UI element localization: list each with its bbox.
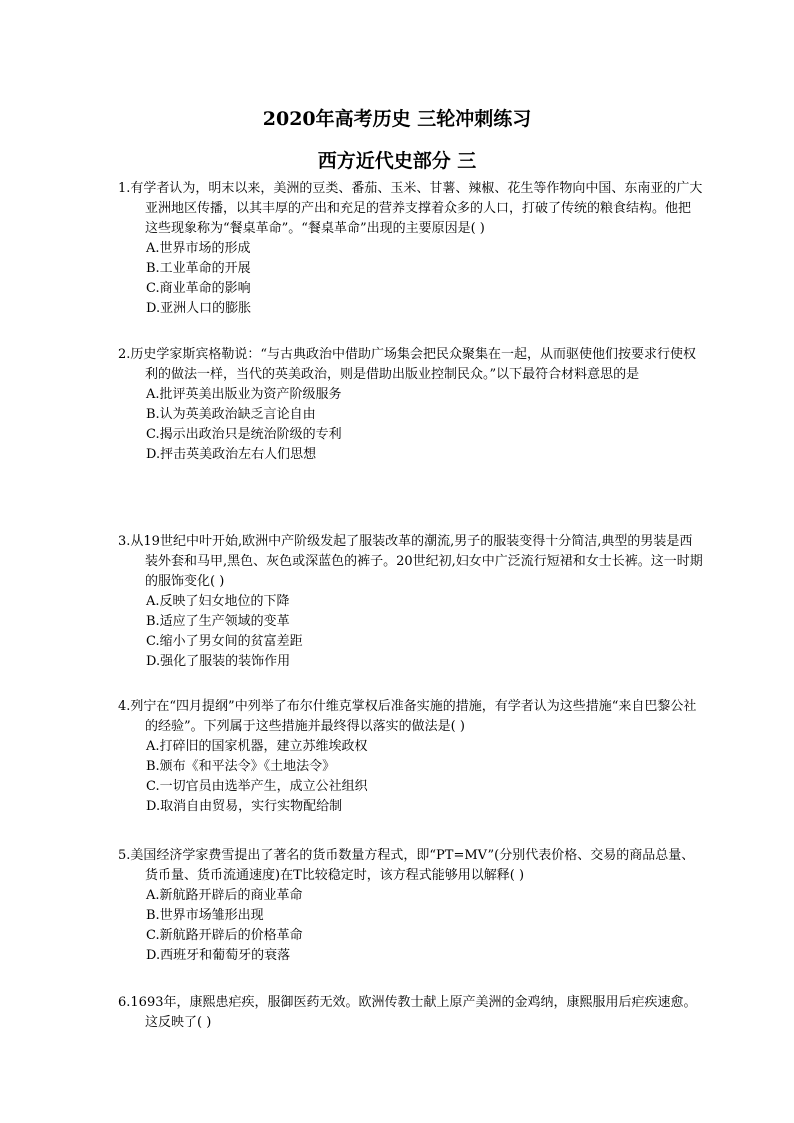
option-b: B.颁布《和平法令》《土地法令》 xyxy=(146,759,336,774)
question-5 xyxy=(118,846,703,966)
option-a: A.世界市场的形成 xyxy=(146,241,251,256)
option-d: D.抨击英美政治左右人们思想 xyxy=(146,447,317,462)
option-a: A.新航路开辟后的商业革命 xyxy=(146,888,303,903)
question-4 xyxy=(118,697,703,817)
option-b: B.适应了生产领域的变革 xyxy=(146,614,290,629)
page-title: 2020年高考历史 三轮冲刺练习 xyxy=(262,108,532,130)
question-stem: 6.1693年，康熙患疟疾，服御医药无效。欧洲传教士献上原产美洲的金鸡纳，康熙服用后疟疾速愈。这反映了( ) xyxy=(118,995,697,1030)
option-c: C.商业革命的影响 xyxy=(146,281,251,296)
option-c: C.缩小了男女间的贫富差距 xyxy=(146,634,303,649)
question-6 xyxy=(118,993,703,1033)
option-a: A.批评英美出版业为资产阶级服务 xyxy=(146,387,342,402)
question-stem: 4.列宁在“四月提纲”中列举了布尔什维克掌权后准备实施的措施，有学者认为这些措施“来自巴黎公社的经验”。下列属于这些措施并最终得以落实的做法是( ) xyxy=(118,699,697,734)
question-stem: 5.美国经济学家费雪提出了著名的货币数量方程式，即“PT=MV”(分别代表价格、交易的商品总量、货币量、货币流通速度)在T比较稳定时，该方程式能够用以解释( ) xyxy=(118,848,695,883)
option-b: B.认为英美政治缺乏言论自由 xyxy=(146,407,316,422)
question-2 xyxy=(118,345,703,465)
option-c: C.新航路开辟后的价格革命 xyxy=(146,928,303,943)
question-stem: 2.历史学家斯宾格勒说：“与古典政治中借助广场集会把民众聚集在一起，从而驱使他们按要求行使权利的做法一样，当代的英美政治，则是借助出版业控制民众。”以下最符合材料意思的是 xyxy=(118,347,697,382)
option-d: D.强化了服装的装饰作用 xyxy=(146,654,291,669)
option-d: D.亚洲人口的膨胀 xyxy=(146,301,252,316)
question-stem: 1.有学者认为，明末以来，美洲的豆类、番茄、玉米、甘薯、辣椒、花生等作物向中国、东南亚的广大亚洲地区传播，以其丰厚的产出和充足的营养支撑着众多的人口，打破了传统的粮食结构。他把这些现象称为“餐桌革命”。“餐桌革命”出现的主要原因是( ) xyxy=(118,181,703,236)
option-c: C.揭示出政治只是统治阶级的专利 xyxy=(146,427,342,442)
option-c: C.一切官员由选举产生，成立公社组织 xyxy=(146,779,368,794)
option-b: B.世界市场雏形出现 xyxy=(146,908,264,923)
question-stem: 3.从19世纪中叶开始,欧洲中产阶级发起了服装改革的潮流,男子的服装变得十分简洁,典型的男装是西装外套和马甲,黑色、灰色或深蓝色的裤子。20世纪初,妇女中广泛流行短裙和女士长裤。这一时期的服饰变化( ) xyxy=(118,534,703,589)
option-b: B.工业革命的开展 xyxy=(146,261,251,276)
page-subtitle: 西方近代史部分 三 xyxy=(317,150,477,172)
option-d: D.取消自由贸易，实行实物配给制 xyxy=(146,799,343,814)
question-1 xyxy=(118,179,703,319)
option-a: A.反映了妇女地位的下降 xyxy=(146,594,290,609)
option-a: A.打碎旧的国家机器，建立苏维埃政权 xyxy=(146,739,368,754)
question-3 xyxy=(118,532,703,672)
option-d: D.西班牙和葡萄牙的衰落 xyxy=(146,948,291,963)
